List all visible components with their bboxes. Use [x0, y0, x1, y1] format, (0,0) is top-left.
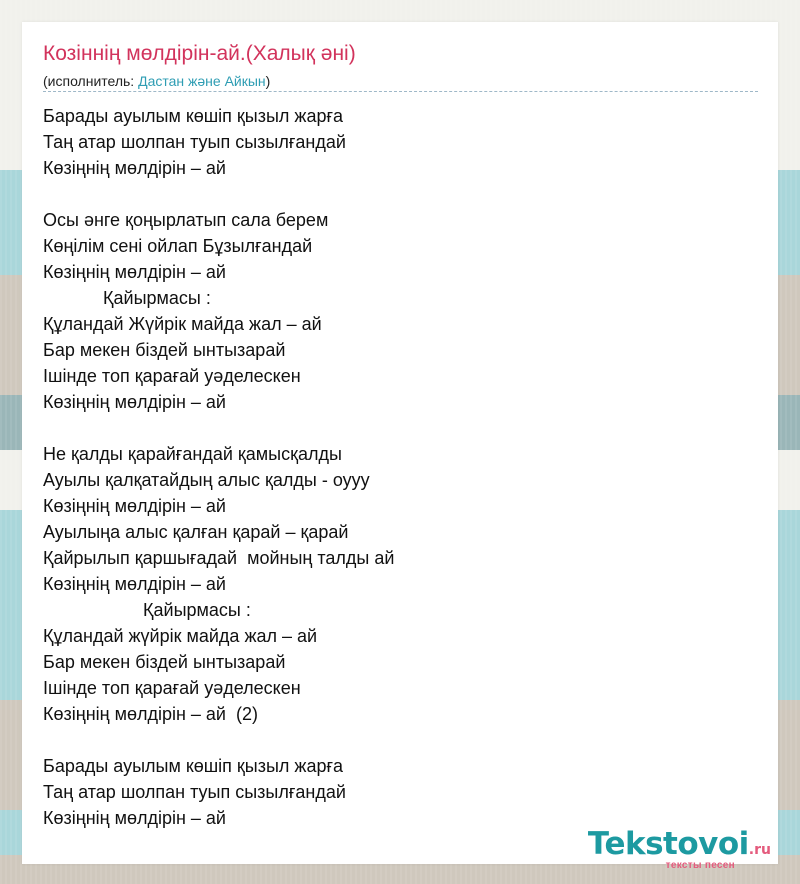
lyric-line: Көзіңнің мөлдірін – ай	[43, 392, 226, 412]
logo-wordmark: Tekstovoi	[587, 826, 749, 862]
lyric-line: Ішінде топ қарағай уәделескен	[43, 366, 301, 386]
lyric-line: Көзіңнің мөлдірін – ай	[43, 496, 226, 516]
lyric-line: Барады ауылым көшіп қызыл жарға	[43, 756, 344, 776]
lyric-line: Құландай жүйрік майда жал – ай	[43, 626, 318, 646]
lyric-line: Не қалды қарайғандай қамысқалды	[43, 444, 342, 464]
lyric-line: Көзіңнің мөлдірін – ай	[43, 574, 226, 594]
lyric-line: Ауылы қалқатайдың алыс қалды - оууу	[43, 470, 370, 490]
lyric-line: Осы әнге қоңырлатып сала берем	[43, 210, 329, 230]
lyric-line: Бар мекен біздей ынтызарай	[43, 652, 286, 672]
lyric-line: Көзіңнің мөлдірін – ай	[43, 158, 226, 178]
lyric-line	[43, 415, 394, 441]
lyric-line: Көзіңнің мөлдірін – ай	[43, 262, 226, 282]
lyric-line: Көзіңнің мөлдірін – ай	[43, 808, 226, 828]
lyric-line: Таң атар шолпан туып сызылғандай	[43, 782, 346, 802]
lyric-line	[43, 727, 394, 753]
lyric-line	[43, 181, 394, 207]
lyric-line: Барады ауылым көшіп қызыл жарға	[43, 106, 344, 126]
lyrics-text	[43, 103, 394, 831]
performer-line	[43, 73, 758, 92]
lyric-line: Көзіңнің мөлдірін – ай (2)	[43, 704, 258, 724]
lyric-line: Ауылыңа алыс қалған қарай – қарай	[43, 522, 349, 542]
lyric-line: Таң атар шолпан туып сызылғандай	[43, 132, 346, 152]
lyric-line: Бар мекен біздей ынтызарай	[43, 340, 286, 360]
site-logo[interactable]	[587, 826, 771, 871]
lyric-line: Ішінде топ қарағай уәделескен	[43, 678, 301, 698]
performer-suffix: )	[265, 73, 271, 89]
logo-tld: .ru	[748, 842, 771, 858]
lyric-line: Қайрылып қаршығадай мойның талды ай	[43, 548, 395, 568]
song-title: Козіннің мөлдірін-ай.(Халық әні)	[43, 42, 356, 65]
logo-tagline: тексты песен	[665, 860, 735, 871]
lyrics-card	[22, 22, 778, 871]
performer-link[interactable]: Дастан және Айкын	[138, 73, 266, 89]
lyric-line: Көңілім сені ойлап Бұзылғандай	[43, 236, 313, 256]
performer-prefix: (исполнитель:	[43, 73, 139, 89]
lyric-line: Қайырмасы :	[43, 600, 251, 620]
lyric-line: Қайырмасы :	[43, 288, 211, 308]
lyric-line: Құландай Жүйрік майда жал – ай	[43, 314, 322, 334]
